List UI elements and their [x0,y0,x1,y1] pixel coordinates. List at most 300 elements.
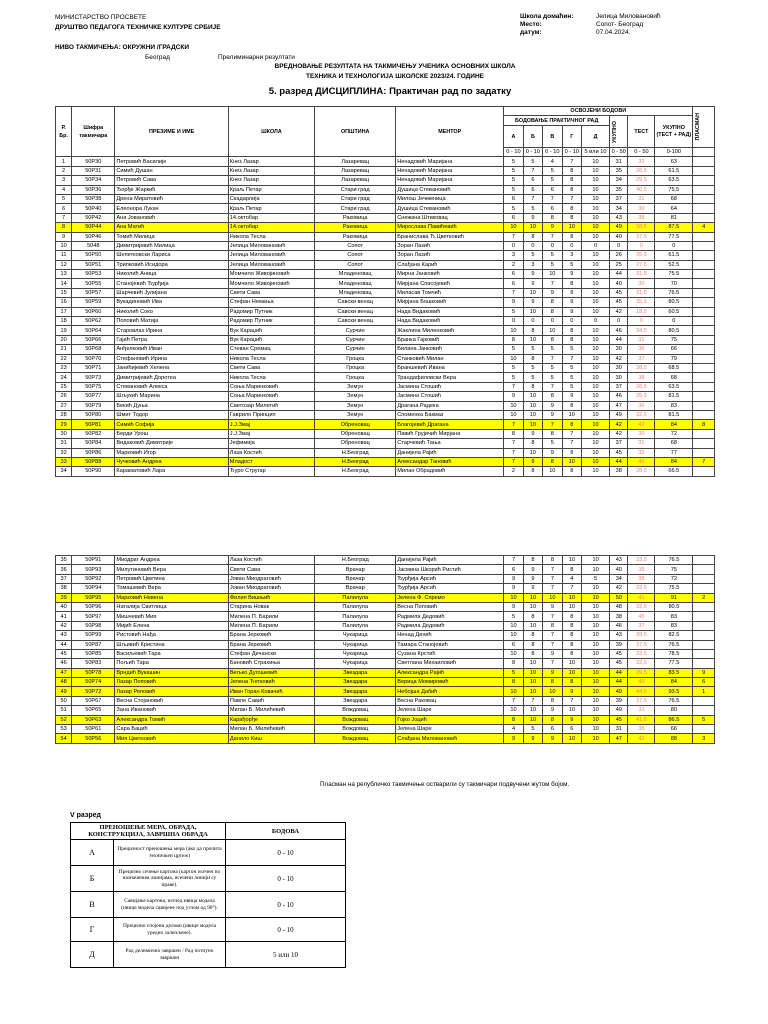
col-d: Д [581,126,609,148]
score-g: 6 [562,725,581,734]
score-d: 10 [581,363,609,372]
score-test: 40,5 [628,185,655,194]
mentor: Зоран Лазић [396,251,504,260]
placement [693,574,715,583]
score-sum: 50 [610,593,628,602]
placement [693,640,715,649]
score-b: 10 [523,602,542,611]
score-v: 8 [543,335,562,344]
score-total: 68 [655,373,693,382]
host-info [520,13,661,37]
page-title: 5. разред ДИСЦИПЛИНА: Практичан рад по задатку [268,86,512,97]
mentor: Јелена Ф. Спремо [396,593,504,602]
score-sum: 42 [610,420,628,429]
row-number: 35 [56,556,72,565]
placement [693,213,715,222]
mentor: Миласав Томчић [396,288,504,297]
school: Јован Миодраговић [228,574,314,583]
place-value: Сопот- Београд [596,21,644,28]
score-g: 8 [562,401,581,410]
placement [693,659,715,668]
score-a: 10 [504,223,523,232]
score-total: 77 [655,448,693,457]
score-d: 10 [582,668,610,677]
score-total: 75.5 [655,270,693,279]
contestant-name: Видаковић Димитрије [115,439,228,448]
score-a: 0 [504,241,523,250]
school: Стеван Сремац [228,345,314,354]
score-d: 10 [581,288,609,297]
score-v: 8 [543,429,562,438]
score-sum: 45 [610,288,628,297]
range-v: 0 - 10 [543,148,562,157]
score-d: 10 [581,232,609,241]
results-table-1 [55,106,715,477]
school: Брана Јерковић [228,631,314,640]
score-sum: 49 [610,223,628,232]
municipality: Лазаревац [315,157,396,166]
school: Павле Савић [228,696,314,705]
score-test: 45 [628,612,655,621]
placement [693,185,715,194]
col-practical: БОДОВАЊЕ ПРАКТИЧНОГ РАД [504,116,610,126]
score-g: 0 [562,241,581,250]
score-v: 8 [543,678,562,687]
placement: 3 [693,734,715,743]
score-g: 8 [562,565,581,574]
mentor: Ђурђија Арсић [396,574,504,583]
score-g: 9 [562,288,581,297]
score-b: 10 [523,420,542,429]
score-b: 10 [523,392,542,401]
score-d: 10 [582,715,610,724]
score-v: 9 [543,448,562,457]
score-v: 7 [543,574,562,583]
score-a: 5 [504,363,523,372]
mentor: Јасмина Стошић [396,392,504,401]
score-v: 5 [543,260,562,269]
score-v: 7 [543,659,562,668]
row-number: 9 [56,232,72,241]
score-sum: 40 [610,232,628,241]
school: Ђуро Стругар [228,467,314,476]
table-row [56,241,715,250]
table-row [56,251,715,260]
contestant-name: Димитријевић Милица [115,241,228,250]
score-d: 10 [581,157,609,166]
score-d: 10 [582,659,610,668]
score-sum: 30 [610,363,628,372]
contestant-code: 50P46 [72,232,115,241]
score-a: 7 [504,457,523,466]
contestant-code: 50P40 [72,204,115,213]
score-v: 10 [543,467,562,476]
col-g: Г [562,126,581,148]
score-b: 5 [523,725,542,734]
score-total: 63 [655,157,693,166]
score-b: 10 [523,288,542,297]
score-g: 8 [562,166,581,175]
score-total: 75 [655,335,693,344]
range-place [693,148,715,157]
row-number: 12 [56,260,72,269]
score-total: 84 [655,420,693,429]
municipality: Земун [315,382,396,391]
score-test: 32 [628,157,655,166]
school: J.J.Змај [228,420,314,429]
score-test: 32,5 [628,410,655,419]
contestant-name: Станојевић Ђурђија [115,279,228,288]
placement [693,696,715,705]
range-total: 0-100 [655,148,693,157]
score-sum: 43 [610,213,628,222]
contestant-code: 50P68 [72,345,115,354]
score-test: 31,5 [628,288,655,297]
contestant-name: Чучковић Андреа [115,457,228,466]
mentor: Душица Стевановић [396,204,504,213]
mentor: Данијела Рајић [396,448,504,457]
score-sum: 40 [610,279,628,288]
contestant-name: Старовлах Ирина [115,326,228,335]
score-sum: 42 [610,429,628,438]
score-g: 8 [562,612,581,621]
table-row [56,668,715,677]
placement [693,176,715,185]
contestant-code: 50P53 [72,270,115,279]
score-sum: 34 [610,204,628,213]
placement [693,270,715,279]
score-d: 10 [582,706,610,715]
municipality: Гроцка [315,354,396,363]
placement [693,706,715,715]
table-row [56,204,715,213]
municipality: Гроцка [315,363,396,372]
score-a: 5 [504,176,523,185]
table-row [56,382,715,391]
score-d: 10 [581,166,609,175]
score-a: 10 [504,706,523,715]
score-g: 7 [562,354,581,363]
school: Јелица Миловановић [228,241,314,250]
col-test: ТЕСТ [628,116,655,148]
school: Филип Вишњић [228,593,314,602]
table-row [56,621,715,630]
score-b: 9 [523,279,542,288]
mentor: Бранислава Ђ.Цветковић [396,232,504,241]
row-number: 45 [56,649,72,658]
placement [693,439,715,448]
row-number: 25 [56,382,72,391]
municipality: Лазаревац [315,166,396,175]
score-sum: 39 [610,640,628,649]
score-v: 8 [543,392,562,401]
score-test: 36 [628,345,655,354]
mentor: Душица Стевановић [396,185,504,194]
score-d: 10 [581,392,609,401]
score-test: 0 [628,241,655,250]
score-v: 8 [543,307,562,316]
score-v: 8 [543,213,562,222]
contestant-code: 50P60 [72,307,115,316]
criteria-head-left: ПРЕНОШЕЊЕ МЕРА, ОБРАДА, КОНСТРУКЦИЈА, ЗАВРШНА ОБРАДА [71,823,226,840]
score-d: 10 [581,448,609,457]
municipality: Земун [315,401,396,410]
municipality: Обреновац [315,429,396,438]
table-row [56,457,715,466]
score-g: 9 [562,715,581,724]
school: Радомир Путник [228,317,314,326]
score-g: 8 [562,176,581,185]
score-b: 5 [523,373,542,382]
score-sum: 30 [610,345,628,354]
score-sum: 47 [610,734,628,743]
score-v: 7 [543,640,562,649]
score-v: 8 [543,556,562,565]
criteria-head-right: БОДОВА [226,823,346,840]
criteria-desc: Савијање картона, изглед ивица модела (ивице модела савијене под углом од 90°). [114,892,226,918]
municipality: Савски венац [315,317,396,326]
score-d: 10 [581,213,609,222]
score-total: 75 [655,565,693,574]
table-body-1 [56,157,715,476]
contestant-code: 50P56 [72,734,115,743]
placement [693,204,715,213]
score-b: 8 [523,631,542,640]
municipality: Н.Београд [315,457,396,466]
host-school-value: Јелица Миловановић [596,13,661,20]
municipality: Вождовац [315,734,396,743]
row-number: 20 [56,335,72,344]
contestant-code: 50P81 [72,420,115,429]
score-a: 7 [504,232,523,241]
score-v: 7 [543,232,562,241]
score-v: 5 [543,439,562,448]
score-g: 10 [562,602,581,611]
ministry-label: МИНИСТАРСТВО ПРОСВЕТЕ [55,14,147,21]
placement [693,556,715,565]
contestant-name: Весна Стојановић [115,696,228,705]
table-row [56,354,715,363]
table-row [56,696,715,705]
school: Милена П. Барили [228,612,314,621]
score-g: 3 [562,251,581,260]
score-sum: 46 [610,392,628,401]
score-a: 9 [504,734,523,743]
municipality: Стари град [315,204,396,213]
score-a: 8 [504,678,523,687]
score-b: 10 [523,678,542,687]
score-v: 5 [543,345,562,354]
contestant-name: Ана Јовановић [115,213,228,222]
mentor: Радмила Дедовић [396,621,504,630]
placement [693,631,715,640]
table-header [56,107,715,157]
score-total: 66 [655,725,693,734]
score-a: 9 [504,584,523,593]
contestant-code: 50P79 [72,401,115,410]
placement [693,429,715,438]
row-number: 40 [56,602,72,611]
score-b: 9 [523,565,542,574]
municipality: Раковица [315,223,396,232]
contestant-code: 50P34 [72,176,115,185]
score-test: 38 [628,574,655,583]
col-place: ПЛАСМАН [693,107,715,148]
score-d: 10 [581,457,609,466]
municipality: Младеновац [315,270,396,279]
score-g: 10 [562,734,581,743]
row-number: 34 [56,467,72,476]
row-number: 54 [56,734,72,743]
score-test: 41 [628,593,655,602]
score-a: 8 [504,335,523,344]
contestant-name: Мишчевић Мия [115,612,228,621]
school: Милан Б. Милићевић [228,725,314,734]
score-g: 9 [562,270,581,279]
municipality: Лазаревац [315,176,396,185]
contestant-code: 50P78 [72,668,115,677]
mentor: Мирјана Бошковић [396,298,504,307]
contestant-code: 50P71 [72,363,115,372]
score-a: 6 [504,270,523,279]
range-a: 0 - 10 [504,148,523,157]
mentor: Споменка Бакмаз [396,410,504,419]
placement [693,725,715,734]
mentor: Нада Видаковић [396,307,504,316]
row-number: 28 [56,410,72,419]
score-b: 6 [523,185,542,194]
score-total: 63.5 [655,382,693,391]
score-total: 83.5 [655,668,693,677]
score-g: 10 [562,668,581,677]
contestant-name: Мијић Елена [115,621,228,630]
table-row [56,734,715,743]
range-d: 5 или 10 [581,148,609,157]
host-school-label: Школа домаћин: [520,13,574,20]
contestant-name: Шљивић Кристина [115,640,228,649]
score-test: 31 [628,335,655,344]
date-value: 07.04.2024. [596,29,631,36]
mentor: Весна Раковац [396,696,504,705]
score-total: 87.5 [655,223,693,232]
score-a: 5 [504,204,523,213]
table-row [56,439,715,448]
row-number: 42 [56,621,72,630]
score-d: 10 [582,584,610,593]
school: J.J.Змај [228,429,314,438]
score-g: 8 [562,621,581,630]
placement [693,260,715,269]
score-total: 81.5 [655,392,693,401]
placement [693,392,715,401]
score-sum: 39 [610,696,628,705]
contestant-code: 50P83 [72,659,115,668]
municipality: Чукарица [315,640,396,649]
contestant-name: Ристовић Нађа [115,631,228,640]
contestant-name: Караматовић Лара [115,467,228,476]
municipality: Вождовац [315,706,396,715]
score-d: 10 [581,345,609,354]
school: Стефан Дечански [228,649,314,658]
score-b: 10 [523,448,542,457]
municipality: Сопот [315,241,396,250]
row-number: 26 [56,392,72,401]
placement [693,649,715,658]
mentor: Слађана Миловановић [396,734,504,743]
score-sum: 40 [610,565,628,574]
contestant-name: Петровић Цветина [115,574,228,583]
mentor: Небојша Дабић [396,687,504,696]
contestant-name: Шмит Тодор [115,410,228,419]
row-number: 43 [56,631,72,640]
row-number: 2 [56,166,72,175]
col-earned: ОСВОЈЕНИ БОДОВИ [504,107,693,116]
school: Кнез Лазар [228,157,314,166]
score-b: 10 [523,593,542,602]
score-b: 9 [523,213,542,222]
contestant-name: Дрена Миратовић [115,194,228,203]
table-row [56,176,715,185]
score-b: 10 [523,715,542,724]
score-d: 10 [581,420,609,429]
school: Вељко Дугошевић [228,668,314,677]
row-number: 10 [56,241,72,250]
contestant-name: Врндић Вукашин [115,668,228,677]
row-number: 29 [56,420,72,429]
school: Гаврило Принцип [228,410,314,419]
table-row [56,631,715,640]
score-g: 7 [562,696,581,705]
score-v: 0 [543,241,562,250]
municipality: Звездара [315,696,396,705]
school: Брана Јерковић [228,640,314,649]
score-total: 70 [655,279,693,288]
municipality: Сопот [315,251,396,260]
score-a: 8 [504,429,523,438]
score-sum: 42 [610,584,628,593]
score-v: 8 [543,621,562,630]
row-number: 39 [56,593,72,602]
score-test: 35,5 [628,392,655,401]
contestant-code: 50P63 [72,715,115,724]
score-v: 7 [543,565,562,574]
criteria-letter: Д [71,942,114,968]
school: Свети Сава [228,565,314,574]
score-v: 10 [543,270,562,279]
score-b: 10 [523,687,542,696]
placement [693,410,715,419]
score-v: 5 [543,251,562,260]
score-test: 0 [628,317,655,326]
score-v: 9 [543,410,562,419]
score-d: 10 [581,251,609,260]
qualification-note: Пласман на републичко такмичење остварили су такмичари подвучени жутом бојом. [320,781,570,788]
score-d: 10 [581,270,609,279]
contestant-code: 50P98 [72,621,115,630]
col-sum: УКУПНО [610,116,628,148]
score-total: 84 [655,457,693,466]
score-test: 30 [628,204,655,213]
score-sum: 44 [610,668,628,677]
municipality: Палилула [315,602,396,611]
score-test: 26,5 [628,382,655,391]
placement [693,345,715,354]
municipality: Палилула [315,621,396,630]
criteria-points: 0 - 10 [226,892,346,918]
contestant-name: Петровић Сава [115,176,228,185]
table-row [56,373,715,382]
score-g: 7 [562,429,581,438]
